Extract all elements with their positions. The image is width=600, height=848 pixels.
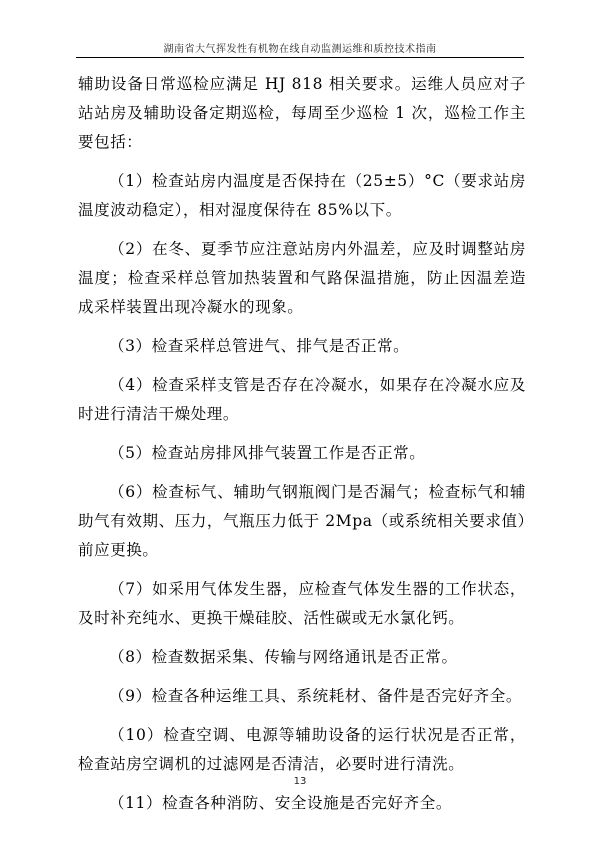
paragraph-item-5: （5）检查站房排风排气装置工作是否正常。: [109, 444, 426, 462]
running-header: 湖南省大气挥发性有机物在线自动监测运维和质控技术指南: [163, 44, 437, 55]
paragraph-item-6: （6）检查标气、辅助气钢瓶阀门是否漏气；检查标气和辅助气有效期、压力，气瓶压力低于 2Mpa（或系统相关要求值）前应更换。: [78, 483, 526, 559]
paragraph-item-8: （8）检查数据采集、传输与网络通讯是否正常。: [109, 648, 458, 666]
paragraph-item-4: （4）检查采样支管是否存在冷凝水，如果存在冷凝水应及时进行清洁干燥处理。: [78, 376, 526, 423]
paragraph-intro: 辅助设备日常巡检应满足 HJ 818 相关要求。运维人员应对子站站房及辅助设备定期巡检，每周至少巡检 1 次，巡检工作主要包括：: [78, 75, 526, 151]
paragraph-item-1: （1）检查站房内温度是否保持在（25±5）°C（要求站房温度波动稳定），相对湿度保待在 85%以下。: [78, 172, 526, 219]
paragraph-item-10: （10）检查空调、电源等辅助设备的运行状况是否正常，检查站房空调机的过滤网是否清洁，必要时进行清洗。: [78, 726, 526, 773]
document-body: [78, 70, 526, 828]
header-rule: [76, 57, 524, 58]
page-number: 13: [293, 776, 307, 787]
paragraph-item-3: （3）检查采样总管进气、排气是否正常。: [109, 337, 410, 355]
paragraph-item-11: （11）检查各种消防、安全设施是否完好齐全。: [109, 794, 452, 812]
paragraph-item-7: （7）如采用气体发生器，应检查气体发生器的工作状态，及时补充纯水、更换干燥硅胶、活性碳或无水氯化钙。: [78, 580, 526, 627]
paragraph-item-2: （2）在冬、夏季节应注意站房内外温差，应及时调整站房温度；检查采样总管加热装置和气路保温措施，防止因温差造成采样装置出现冷凝水的现象。: [78, 240, 526, 316]
paragraph-item-9: （9）检查各种运维工具、系统耗材、备件是否完好齐全。: [109, 687, 522, 705]
